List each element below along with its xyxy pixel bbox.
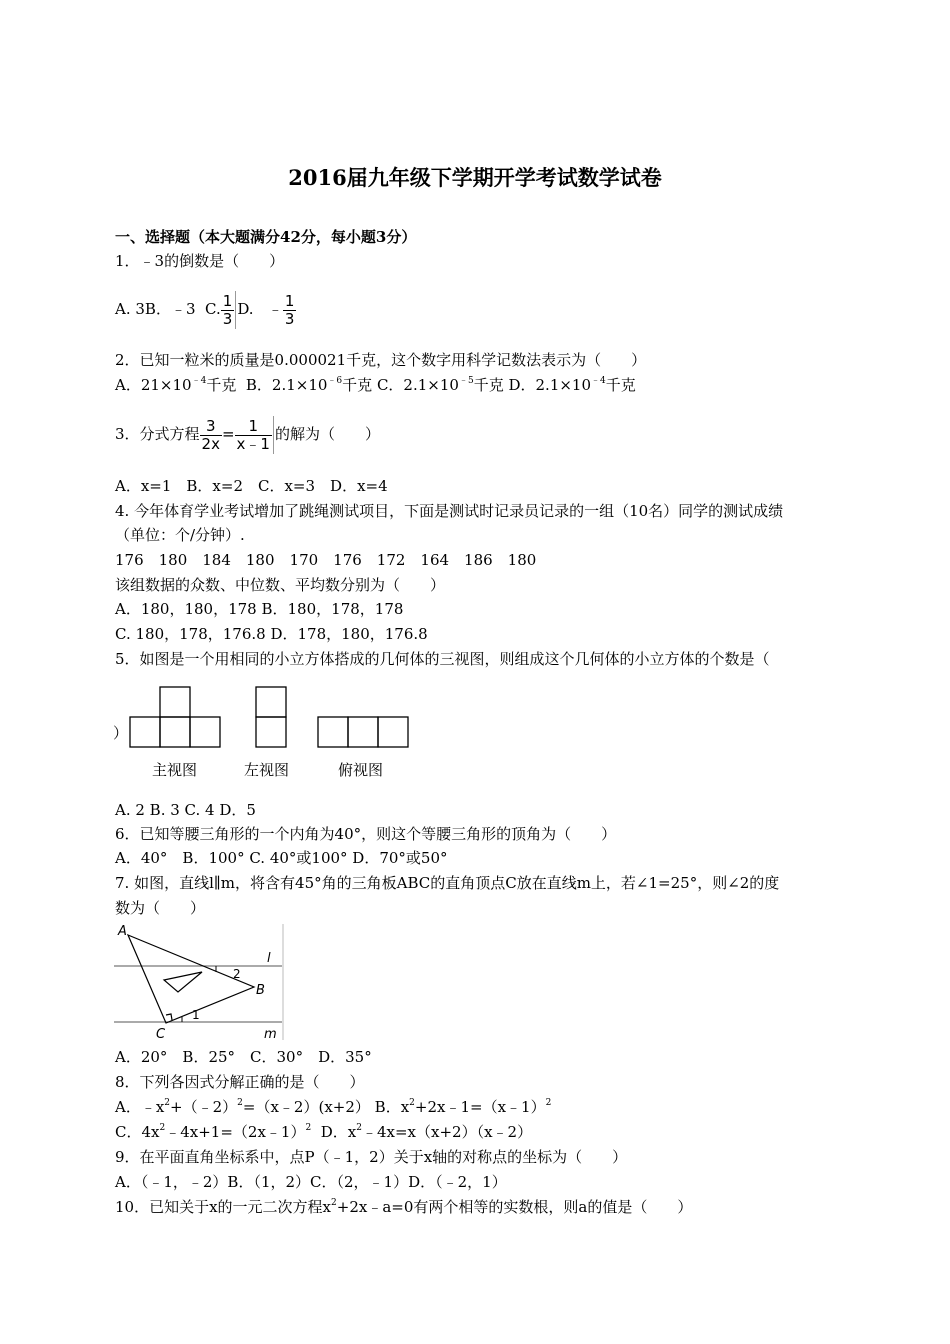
q2-option-d: D．$2.1\times 10^{﹣4}$千克 [508,376,636,394]
q8-option-a: A．$﹣x^2+(﹣2)^2=(x﹣2)(x+2)$ [115,1098,370,1116]
question-2-options [115,375,636,395]
question-1-options [115,290,296,329]
question-6-stem: 6．已知等腰三角形的一个内角为40°，则这个等腰三角形的顶角为（ ） [115,825,617,843]
q8-option-d: D．$x^2﹣4x=x(x+2)(x﹣2)$ [320,1123,533,1141]
q2-option-b: B．$2.1\times 10^{﹣6}$千克 [245,376,373,394]
q8-option-c: C．$4x^2﹣4x+1=(2x﹣1)^2$ [115,1123,312,1141]
label-l: l [267,951,271,966]
question-5-options: A. 2 B. 3 C. 4 D．5 [115,801,256,819]
question-9-options: A．（﹣1，﹣2）B．（1，2）C．（2，﹣1）D．（﹣2，1） [115,1173,507,1191]
label-angle-2: 2 [233,967,241,981]
question-4-ask: 该组数据的众数、中位数、平均数分别为（ ） [115,576,446,594]
question-4-options-cd: C. 180，178，176.8 D．178，180，176.8 [115,625,428,643]
question-8-options-cd [115,1122,532,1142]
q1-option-d-fraction: $\frac{1}{3}$ [284,291,295,328]
triangle-figure [112,922,292,1047]
question-7-options: A．20° B．25° C．30° D．35° [115,1048,372,1066]
question-10-stem: 10．已知关于x的一元二次方程$x^2+2x﹣a=0$有两个相等的实数根，则a的值是（ ） [115,1198,693,1216]
question-3-options: A．x=1 B．x=2 C．x=3 D．x=4 [115,477,388,495]
label-top-view: 俯视图 [338,761,384,779]
section-heading: 一、选择题（本大题满分42分，每小题3分） [115,228,417,246]
q1-option-a: A. 3 [115,300,145,318]
question-8-options-ab [115,1097,551,1117]
label-left-view: 左视图 [244,761,290,779]
question-4-line1: 4. 今年体育学业考试增加了跳绳测试项目，下面是测试时记录员记录的一组（10名）同学的测试成绩 [115,502,784,520]
label-B: B [256,983,265,998]
question-7-line2: 数为（ ） [115,899,206,917]
label-C: C [156,1027,166,1042]
front-view [130,687,220,747]
q8-option-b: B．$x^2+2x﹣1=(x﹣1)^2$ [374,1098,552,1116]
question-6-options: A．40° B．100° C. 40°或100° D．70°或50° [115,849,448,867]
question-9-stem: 9．在平面直角坐标系中，点P（﹣1，2）关于x轴的对称点的坐标为（ ） [115,1148,628,1166]
q2-option-a: A．$21\times 10^{﹣4}$千克 [115,376,237,394]
label-angle-1: 1 [192,1008,200,1022]
question-4-line2: （单位：个/分钟）. [115,526,245,544]
q3-fraction-left: $\frac{3}{2x}$ [201,416,220,453]
top-view [318,717,408,747]
question-3-stem: 3．分式方程 $\frac{3}{2x}$ = $\frac{1}{x﹣1}$ 的解为（ ） [115,416,380,453]
label-m: m [264,1027,277,1042]
label-A: A [118,924,127,939]
question-7-line1: 7. 如图，直线l∥m，将含有45°角的三角板ABC的直角顶点C放在直线m上，若∠1=25°，则∠2的度 [115,874,780,892]
page-title: 2016届九年级下学期开学考试数学试卷 [288,165,662,190]
q1-option-d-label: D. [237,300,254,318]
question-1-stem: 1．﹣3的倒数是（ ） [115,252,285,270]
q1-option-c-fraction: $\frac{1}{3}$ [222,291,233,328]
label-front-view: 主视图 [152,761,198,779]
left-view [256,687,286,747]
question-8-stem: 8．下列各因式分解正确的是（ ） [115,1073,365,1091]
q1-option-c-label: C. [205,300,221,318]
q1-option-d-minus: ﹣ [267,300,283,318]
question-4-options-ab: A．180，180，178 B．180，178，178 [115,600,404,618]
q2-option-c: C．$2.1\times 10^{﹣5}$千克 [376,376,504,394]
q1-option-b: B．﹣3 [144,300,196,318]
three-views-figure [125,683,415,783]
question-4-data: 176 180 184 180 170 176 172 164 186 180 [115,551,537,569]
question-5-close: ） [113,724,129,742]
question-5-stem: 5．如图是一个用相同的小立方体搭成的几何体的三视图，则组成这个几何体的小立方体的个数是（ [115,650,770,668]
q3-fraction-right: $\frac{1}{x﹣1}$ [236,416,270,453]
question-2-stem: 2．已知一粒米的质量是0.000021千克，这个数字用科学记数法表示为（ ） [115,351,647,369]
